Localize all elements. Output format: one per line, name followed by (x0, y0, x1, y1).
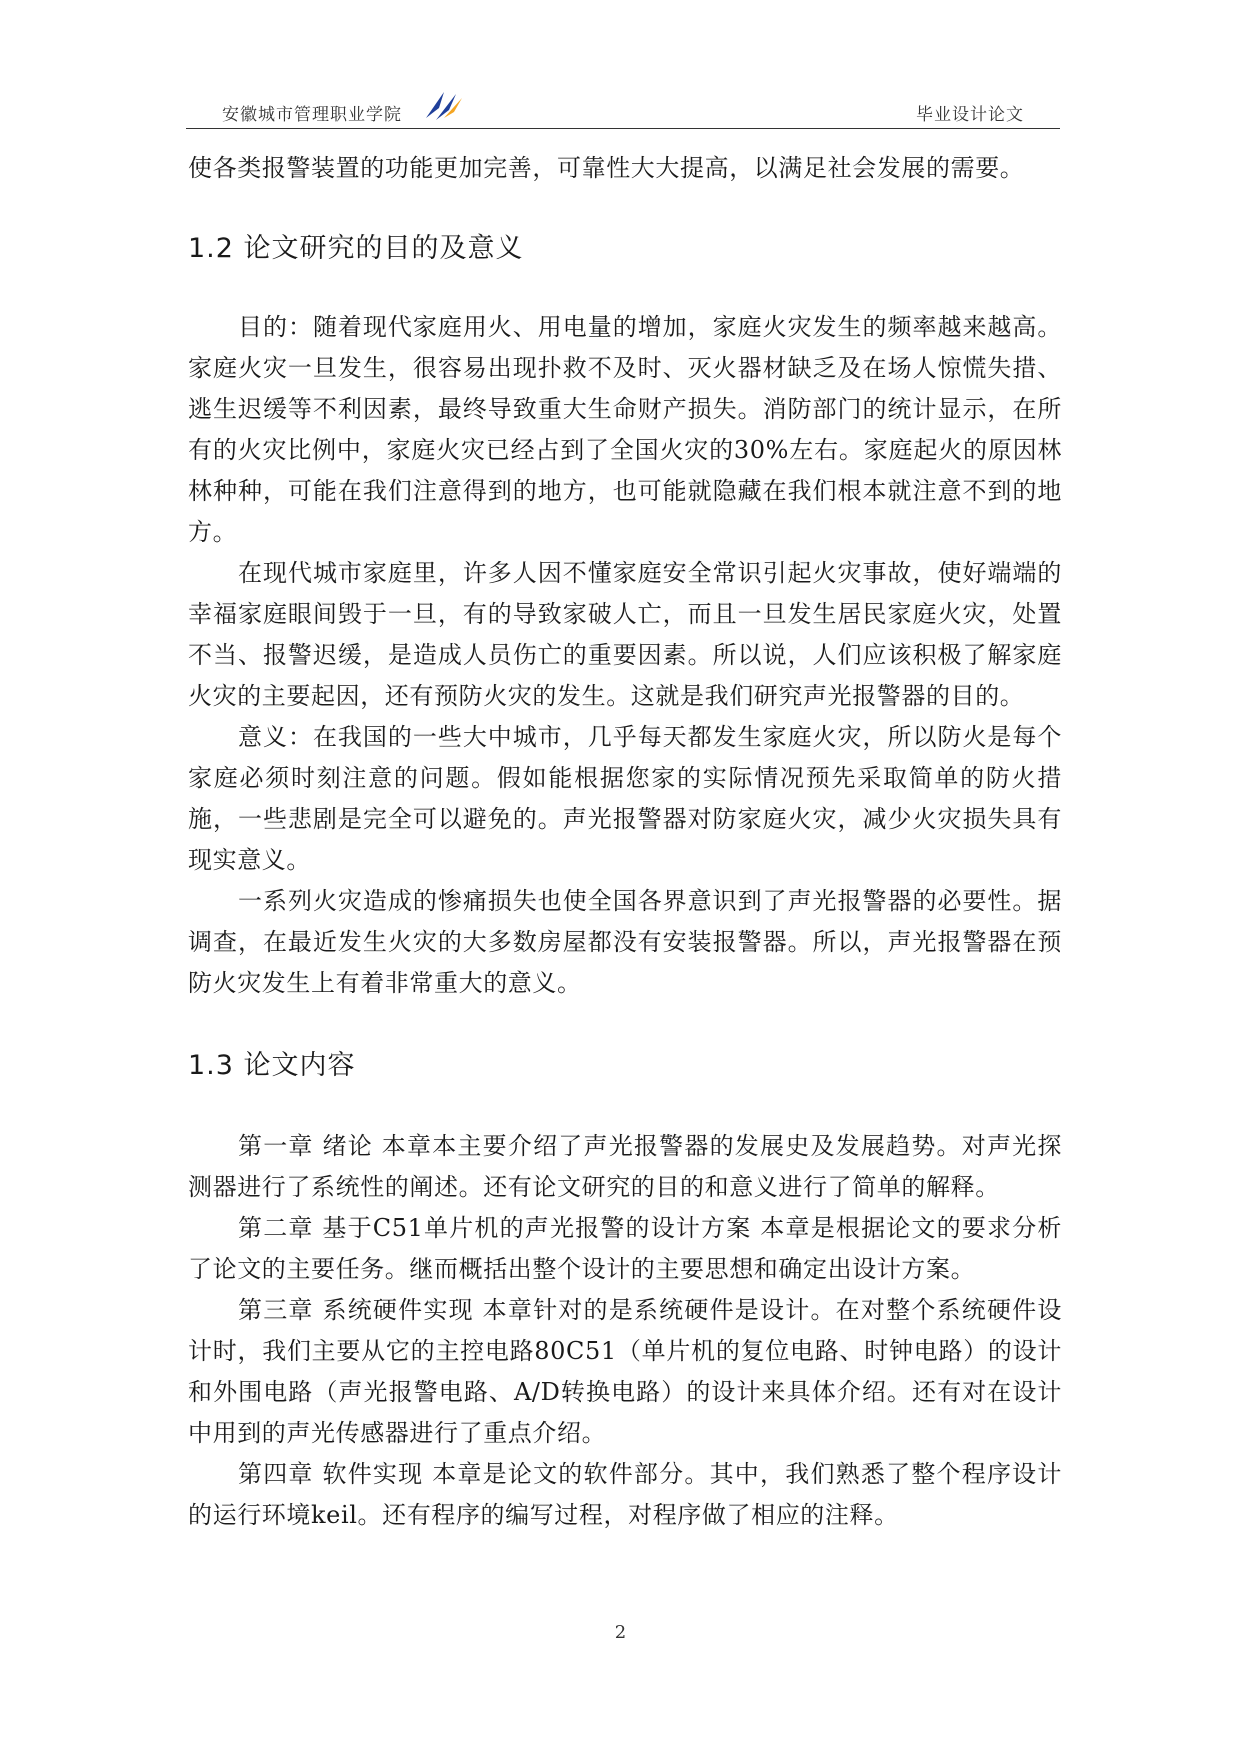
header-doc-type: 毕业设计论文 (916, 105, 1024, 125)
page-number: 2 (614, 1622, 627, 1643)
paragraph-purpose: 目的：随着现代家庭用火、用电量的增加，家庭火灾发生的频率越来越高。家庭火灾一旦发生，很容易出现扑救不及时、灭火器材缺乏及在场人惊慌失措、逃生迟缓等不利因素，最终导致重大生命财产损失。消防部门的统计显示，在所有的火灾比例中，家庭火灾已经占到了全国火灾的30%左右。家庭起火的原因林林种种，可能在我们注意得到的地方，也可能就隐藏在我们根本就注意不到的地方。 (188, 313, 1062, 546)
paragraph-chapter-4: 第四章 软件实现 本章是论文的软件部分。其中，我们熟悉了整个程序设计的运行环境keil。还有程序的编写过程，对程序做了相应的注释。 (188, 1460, 1062, 1529)
section-heading-1-2: 1.2 论文研究的目的及意义 (188, 233, 524, 264)
paragraph-significance: 意义：在我国的一些大中城市，几乎每天都发生家庭火灾，所以防火是每个家庭必须时刻注意的问题。假如能根据您家的实际情况预先采取简单的防火措施，一些悲剧是完全可以避免的。声光报警器对防家庭火灾，减少火灾损失具有现实意义。 (188, 723, 1062, 874)
section-heading-1-3: 1.3 论文内容 (188, 1050, 356, 1081)
page-header (186, 86, 1060, 129)
paragraph-chapter-1: 第一章 绪论 本章本主要介绍了声光报警器的发展史及发展趋势。对声光探测器进行了系统性的阐述。还有论文研究的目的和意义进行了简单的解释。 (188, 1132, 1062, 1201)
paragraph-urban-family: 在现代城市家庭里，许多人因不懂家庭安全常识引起火灾事故，使好端端的幸福家庭眼间毁于一旦，有的导致家破人亡，而且一旦发生居民家庭火灾，处置不当、报警迟缓，是造成人员伤亡的重要因素。所以说，人们应该积极了解家庭火灾的主要起因，还有预防火灾的发生。这就是我们研究声光报警器的目的。 (188, 559, 1062, 710)
header-institution: 安徽城市管理职业学院 (222, 105, 402, 125)
paragraph-chapter-3: 第三章 系统硬件实现 本章针对的是系统硬件是设计。在对整个系统硬件设计时，我们主要从它的主控电路80C51（单片机的复位电路、时钟电路）的设计和外围电路（声光报警电路、A/D转换电路）的设计来具体介绍。还有对在设计中用到的声光传感器进行了重点介绍。 (188, 1296, 1062, 1447)
institution-logo-icon (422, 88, 466, 122)
intro-line: 使各类报警装置的功能更加完善，可靠性大大提高，以满足社会发展的需要。 (188, 154, 1025, 182)
paragraph-losses: 一系列火灾造成的惨痛损失也使全国各界意识到了声光报警器的必要性。据调查，在最近发生火灾的大多数房屋都没有安装报警器。所以，声光报警器在预防火灾发生上有着非常重大的意义。 (188, 887, 1062, 997)
document-body (188, 148, 1062, 1536)
paragraph-chapter-2: 第二章 基于C51单片机的声光报警的设计方案 本章是根据论文的要求分析了论文的主要任务。继而概括出整个设计的主要思想和确定出设计方案。 (188, 1214, 1062, 1283)
